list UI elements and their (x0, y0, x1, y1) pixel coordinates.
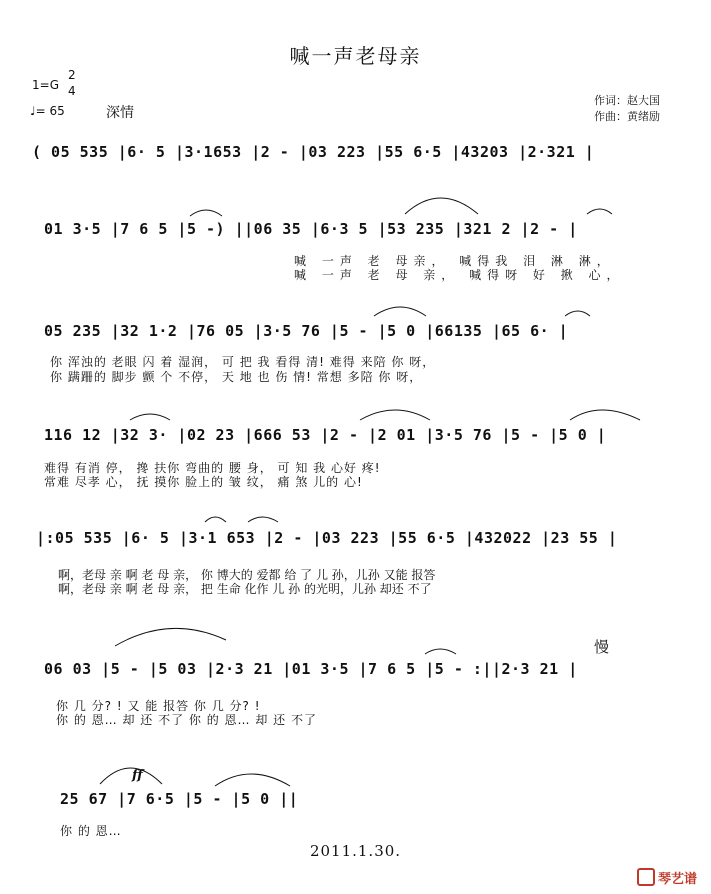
slur-line3-a (374, 307, 426, 316)
score-line-3-lyric-1: 你 浑浊的 老眼 闪 着 湿润， 可 把 我 看得 清! 难得 来陪 你 呀， (50, 355, 436, 369)
score-line-3-notes: 05 235 |32 1·2 |76 05 |3·5 76 |5 - |5 0 |66135 |65 6· | (44, 322, 569, 340)
expression-marking: 深情 (106, 105, 134, 121)
slur-line2-b (190, 210, 222, 216)
slur-line2-a (405, 198, 478, 214)
song-title: 喊一声老母亲 (289, 44, 422, 68)
slur-line5-a (205, 517, 226, 522)
time-signature-numerator: 2 (68, 68, 76, 82)
fortissimo-mark: ff (132, 768, 143, 783)
slur-line3-b (565, 311, 590, 316)
score-line-6-notes: 06 03 |5 - |5 03 |2·3 21 |01 3·5 |7 6 5 |5 - :||2·3 21 | (44, 660, 578, 678)
score-line-3-lyric-2: 你 蹒跚的 脚步 颤 个 不停， 天 地 也 伤 情! 常想 多陪 你 呀， (50, 370, 423, 384)
score-line-2-lyric-1: 喊 一声 老 母亲， 喊得我 泪 淋 淋， (294, 254, 615, 268)
score-line-4-lyric-1: 难得 有消 停， 搀 扶你 弯曲的 腰 身， 可 知 我 心好 疼! (44, 461, 381, 475)
composition-date: 2011.1.30. (309, 842, 402, 860)
key-signature: 1=G (32, 78, 59, 92)
slow-tempo-mark: 慢 (594, 638, 610, 656)
score-line-5-notes: |:05 535 |6· 5 |3·1 653 |2 - |03 223 |55 6·5 |432022 |23 55 | (36, 529, 618, 547)
score-line-7-notes: 25 67 |7 6·5 |5 - |5 0 || (60, 790, 299, 808)
slur-line7-b (215, 774, 290, 786)
score-line-5-lyric-2: 啊，老母 亲 啊 老 母 亲， 把 生命 化作 儿 孙 的光明，儿孙 却还 不了 (58, 582, 432, 596)
lyricist-credit: 作词：赵大国 (594, 94, 660, 107)
slur-line7-a (100, 768, 162, 784)
score-line-7-lyric-1: 你 的 恩… (60, 824, 122, 838)
score-line-2-lyric-2: 喊 一声 老 母 亲， 喊得呀 好 揪 心， (294, 268, 625, 282)
slur-line4-c (130, 414, 170, 420)
score-line-4-lyric-2: 常难 尽孝 心， 抚 摸你 脸上的 皱 纹， 痛 煞 儿的 心! (44, 475, 363, 489)
tempo-marking: ♩= 65 (30, 104, 65, 118)
score-line-4-notes: 116 12 |32 3· |02 23 |666 53 |2 - |2 01 |3·5 76 |5 - |5 0 | (44, 426, 607, 444)
score-line-2-notes: 01 3·5 |7 6 5 |5 -) ||06 35 |6·3 5 |53 235 |321 2 |2 - | (44, 220, 578, 238)
score-line-6-lyric-1: 你 几 分? ! 又 能 报答 你 几 分? ! (56, 699, 261, 713)
slur-line5-b (248, 517, 278, 522)
score-line-6-lyric-2: 你 的 恩… 却 还 不了 你 的 恩… 却 还 不了 (56, 713, 317, 727)
score-line-1-notes: ( 05 535 |6· 5 |3·1653 |2 - |03 223 |55 6·5 |43203 |2·321 | (32, 143, 595, 161)
slur-line6-b (425, 649, 456, 654)
logo-text: 琴艺谱 (657, 872, 697, 887)
slur-line2-c (587, 209, 612, 214)
slur-line4-b (570, 410, 640, 420)
slur-line6-a (115, 628, 226, 646)
slur-line4-a (360, 410, 430, 420)
composer-credit: 作曲：黄绪励 (594, 110, 660, 123)
time-signature-denominator: 4 (68, 84, 76, 98)
score-line-5-lyric-1: 啊，老母 亲 啊 老 母 亲， 你 博大的 爱都 给 了 儿 孙，儿孙 又能 报答 (58, 568, 436, 582)
